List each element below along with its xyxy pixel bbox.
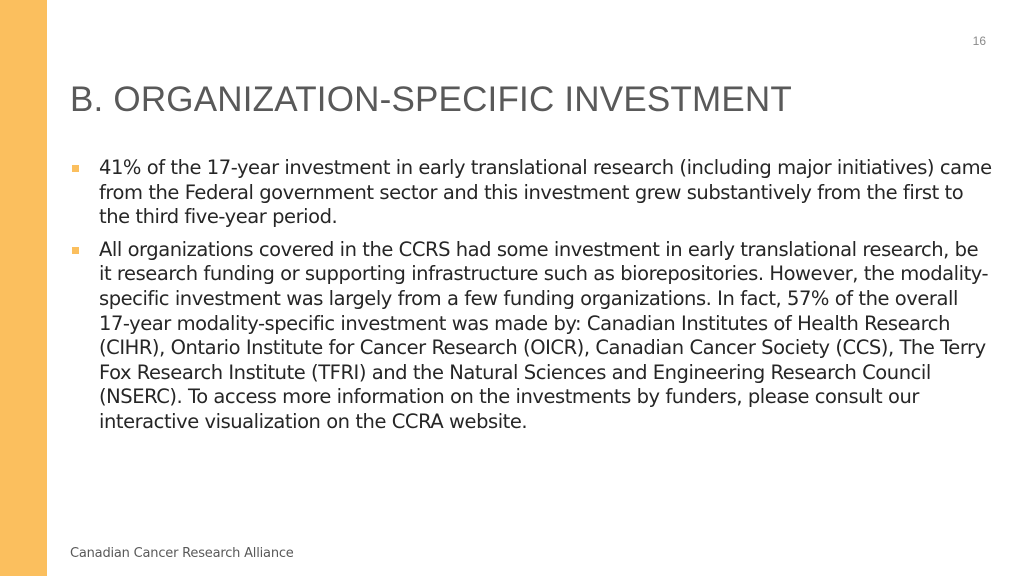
bullet-item-organization-investment	[72, 238, 992, 435]
square-bullet-icon	[72, 165, 79, 172]
slide-title: B. ORGANIZATION-SPECIFIC INVESTMENT	[70, 80, 792, 119]
bullet-item-federal-investment	[72, 156, 992, 230]
accent-sidebar-bar	[0, 0, 47, 576]
page-number: 16	[972, 34, 986, 48]
bullet-list	[72, 156, 992, 443]
bullet-text: 41% of the 17-year investment in early translational research (including major initiatives) came from the Federal government sector and this investment grew substantively from the first to the third five-year period.	[99, 156, 992, 229]
bullet-text: All organizations covered in the CCRS had some investment in early translational research, be it research funding or supporting infrastructure such as biorepositories. However, the modality-specific investment was largely from a few funding organizations. In fact, 57% of the overall 17-year modality-specific investment was made by: Canadian Institutes of Health Research (CIHR), Ontario Institute for Cancer Research (OICR), Canadian Cancer Society (CCS), The Terry Fox Research Institute (TFRI) and the Natural Sciences and Engineering Research Council (NSERC). To access more information on the investments by funders, please consult our interactive visualization on the CCRA website.	[99, 237, 989, 433]
footer-organization-name: Canadian Cancer Research Alliance	[70, 546, 294, 561]
square-bullet-icon	[72, 247, 79, 254]
